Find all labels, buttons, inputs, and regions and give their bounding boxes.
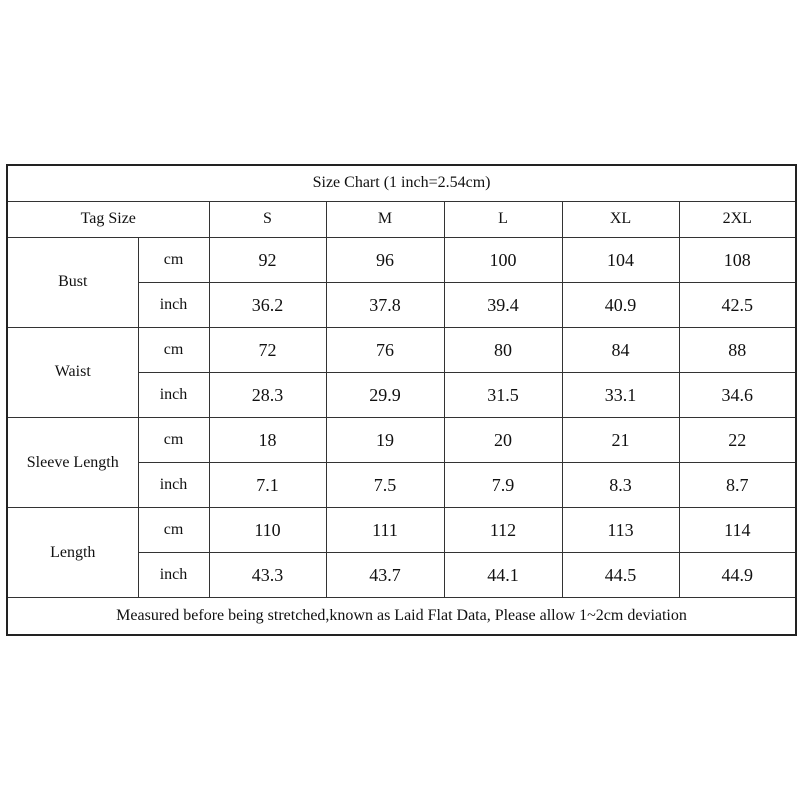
tag-size-header: Tag Size	[7, 201, 209, 237]
value-cell: 84	[562, 327, 679, 372]
value-cell: 88	[679, 327, 796, 372]
value-cell: 110	[209, 508, 326, 553]
note-row	[7, 598, 796, 635]
unit-cell: inch	[138, 553, 209, 598]
value-cell: 44.5	[562, 553, 679, 598]
chart-title: Size Chart (1 inch=2.54cm)	[7, 165, 796, 201]
value-cell: 104	[562, 237, 679, 282]
value-cell: 112	[444, 508, 562, 553]
value-cell: 7.9	[444, 463, 562, 508]
measurement-label: Sleeve Length	[7, 418, 138, 508]
size-chart-body	[7, 165, 796, 635]
value-cell: 72	[209, 327, 326, 372]
value-cell: 39.4	[444, 282, 562, 327]
value-cell: 113	[562, 508, 679, 553]
value-cell: 40.9	[562, 282, 679, 327]
unit-cell: cm	[138, 418, 209, 463]
size-header-m: M	[326, 201, 444, 237]
value-cell: 22	[679, 418, 796, 463]
value-cell: 33.1	[562, 372, 679, 417]
measurement-note: Measured before being stretched,known as Laid Flat Data, Please allow 1~2cm deviation	[7, 598, 796, 635]
value-cell: 80	[444, 327, 562, 372]
measurement-label: Length	[7, 508, 138, 598]
measurement-label: Bust	[7, 237, 138, 327]
table-row	[7, 508, 796, 553]
value-cell: 92	[209, 237, 326, 282]
value-cell: 108	[679, 237, 796, 282]
size-header-xl: XL	[562, 201, 679, 237]
value-cell: 18	[209, 418, 326, 463]
size-header-s: S	[209, 201, 326, 237]
value-cell: 36.2	[209, 282, 326, 327]
unit-cell: inch	[138, 463, 209, 508]
size-header-l: L	[444, 201, 562, 237]
title-row	[7, 165, 796, 201]
value-cell: 96	[326, 237, 444, 282]
value-cell: 20	[444, 418, 562, 463]
unit-cell: cm	[138, 237, 209, 282]
value-cell: 31.5	[444, 372, 562, 417]
table-row	[7, 237, 796, 282]
value-cell: 29.9	[326, 372, 444, 417]
value-cell: 42.5	[679, 282, 796, 327]
value-cell: 21	[562, 418, 679, 463]
unit-cell: cm	[138, 327, 209, 372]
value-cell: 8.7	[679, 463, 796, 508]
unit-cell: inch	[138, 372, 209, 417]
unit-cell: cm	[138, 508, 209, 553]
table-row	[7, 327, 796, 372]
value-cell: 76	[326, 327, 444, 372]
measurement-label: Waist	[7, 327, 138, 417]
value-cell: 44.9	[679, 553, 796, 598]
value-cell: 28.3	[209, 372, 326, 417]
value-cell: 37.8	[326, 282, 444, 327]
unit-cell: inch	[138, 282, 209, 327]
value-cell: 114	[679, 508, 796, 553]
value-cell: 7.5	[326, 463, 444, 508]
table-row	[7, 418, 796, 463]
size-chart-table	[6, 164, 797, 636]
value-cell: 8.3	[562, 463, 679, 508]
value-cell: 34.6	[679, 372, 796, 417]
value-cell: 100	[444, 237, 562, 282]
value-cell: 44.1	[444, 553, 562, 598]
size-header-2xl: 2XL	[679, 201, 796, 237]
header-row	[7, 201, 796, 237]
value-cell: 111	[326, 508, 444, 553]
value-cell: 19	[326, 418, 444, 463]
value-cell: 43.3	[209, 553, 326, 598]
value-cell: 7.1	[209, 463, 326, 508]
value-cell: 43.7	[326, 553, 444, 598]
